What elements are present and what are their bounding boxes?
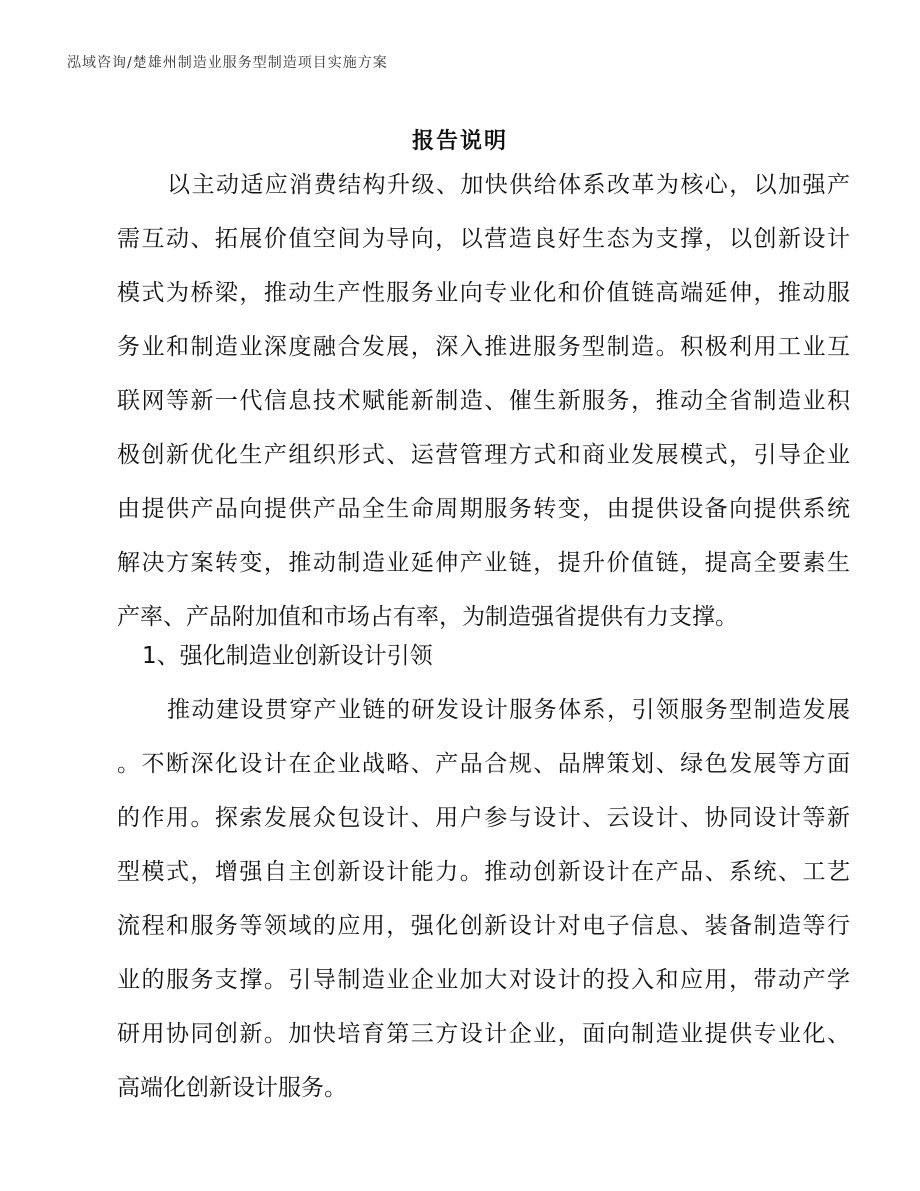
text-line: 业的服务支撑。引导制造业企业加大对设计的投入和应用，带动产学 <box>117 967 850 993</box>
text-line: 由提供产品向提供产品全生命周期服务转变，由提供设备向提供系统 <box>117 496 850 522</box>
text-line: 需互动、拓展价值空间为导向，以营造良好生态为支撑，以创新设计 <box>117 226 850 252</box>
text-line: 务业和制造业深度融合发展，深入推进服务型制造。积极利用工业互 <box>117 334 850 360</box>
text-line: 型模式，增强自主创新设计能力。推动创新设计在产品、系统、工艺 <box>117 859 850 885</box>
page-header: 泓域咨询/楚雄州制造业服务型制造项目实施方案 <box>67 55 388 71</box>
text-line: 流程和服务等领域的应用，强化创新设计对电子信息、装备制造等行 <box>117 913 850 939</box>
paragraph-intro <box>117 158 850 644</box>
text-line: 解决方案转变，推动制造业延伸产业链，提升价值链，提高全要素生 <box>117 550 850 576</box>
text-line: 产率、产品附加值和市场占有率，为制造强省提供有力支撑。 <box>117 604 738 630</box>
text-line: 高端化创新设计服务。 <box>117 1075 347 1101</box>
text-line: 以主动适应消费结构升级、加快供给体系改革为核心，以加强产 <box>167 172 850 198</box>
text-line: 极创新优化生产组织形式、运营管理方式和商业发展模式，引导企业 <box>117 442 850 468</box>
text-line: 推动建设贯穿产业链的研发设计服务体系，引领服务型制造发展 <box>167 697 850 723</box>
text-line: 联网等新一代信息技术赋能新制造、催生新服务，推动全省制造业积 <box>117 388 850 414</box>
text-line: 。不断深化设计在企业战略、产品合规、品牌策划、绿色发展等方面 <box>117 751 850 777</box>
text-line: 研用协同创新。加快培育第三方设计企业，面向制造业提供专业化、 <box>117 1021 850 1047</box>
section-heading: 1、强化制造业创新设计引领 <box>142 643 433 669</box>
text-line: 模式为桥梁，推动生产性服务业向专业化和价值链高端延伸，推动服 <box>117 280 850 306</box>
document-body <box>117 158 850 1115</box>
document-title: 报告说明 <box>411 129 508 154</box>
paragraph-design <box>117 683 850 1115</box>
text-line: 的作用。探索发展众包设计、用户参与设计、云设计、协同设计等新 <box>117 805 850 831</box>
